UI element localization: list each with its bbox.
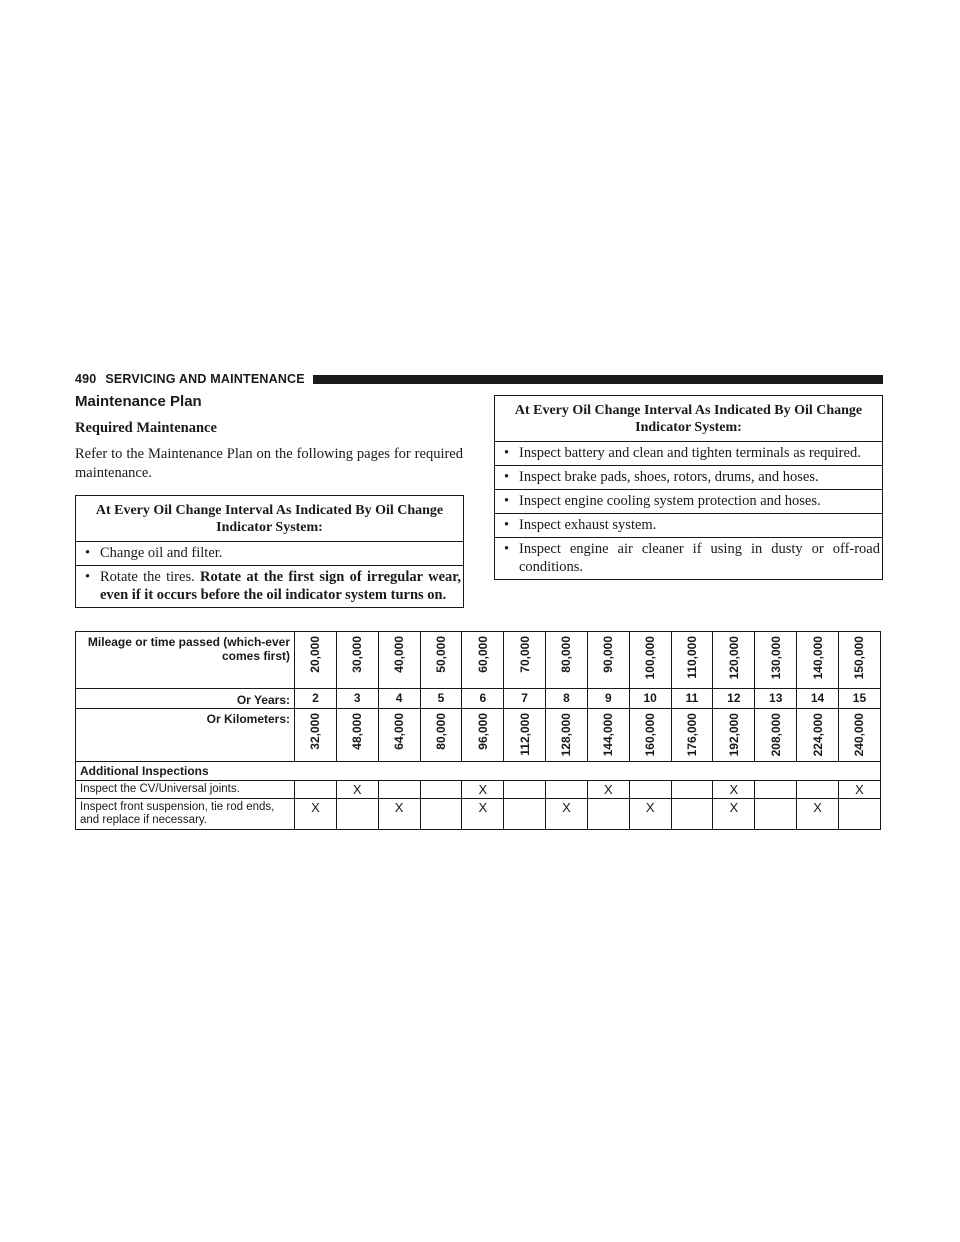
item-text: Change oil and filter. [100, 545, 223, 561]
kilometers-value: 192,000 [726, 713, 741, 757]
item-text: Inspect battery and clean and tighten terminals as required. [519, 445, 861, 461]
interval-mark: X [713, 799, 755, 830]
mileage-value: 50,000 [433, 636, 448, 673]
box-list-item [495, 442, 882, 466]
interval-mark: X [462, 799, 504, 830]
mileage-value: 140,000 [810, 636, 825, 680]
page-header [75, 371, 883, 387]
mileage-cell [587, 632, 629, 689]
intro-paragraph: Refer to the Maintenance Plan on the following pages for required maintenance. [75, 446, 463, 481]
item-text: Inspect engine air cleaner if using in dusty or off-road conditions. [519, 541, 880, 575]
kilometers-value: 32,000 [308, 713, 323, 750]
mileage-cell [546, 632, 588, 689]
bullet: • [85, 569, 91, 585]
page-title: Maintenance Plan [75, 393, 202, 410]
years-cell: 15 [838, 689, 880, 709]
kilometers-cell [838, 709, 880, 762]
mileage-value: 20,000 [308, 636, 323, 673]
interval-mark [295, 781, 337, 799]
box-list-item [495, 490, 882, 514]
mileage-value: 110,000 [685, 636, 700, 679]
row-label: Or Kilometers: [76, 709, 295, 762]
interval-mark [629, 781, 671, 799]
mileage-cell [629, 632, 671, 689]
mileage-value: 30,000 [350, 636, 365, 673]
mileage-cell [755, 632, 797, 689]
interval-mark: X [462, 781, 504, 799]
interval-mark [671, 781, 713, 799]
kilometers-cell [462, 709, 504, 762]
item-text: Rotate the tires. [100, 569, 200, 585]
mileage-value: 150,000 [852, 636, 867, 680]
interval-mark [671, 799, 713, 830]
kilometers-cell [671, 709, 713, 762]
section-title: SERVICING AND MAINTENANCE [105, 372, 305, 386]
interval-mark [336, 799, 378, 830]
years-cell: 8 [546, 689, 588, 709]
interval-mark [797, 781, 839, 799]
section-heading: Additional Inspections [76, 762, 881, 781]
years-cell: 3 [336, 689, 378, 709]
kilometers-value: 48,000 [350, 713, 365, 750]
mileage-value: 130,000 [768, 636, 783, 680]
kilometers-value: 240,000 [852, 713, 867, 757]
interval-mark [420, 799, 462, 830]
bullet: • [504, 445, 510, 461]
kilometers-cell [504, 709, 546, 762]
bullet: • [504, 541, 510, 557]
interval-mark [420, 781, 462, 799]
section-row [76, 762, 881, 781]
kilometers-cell [797, 709, 839, 762]
row-label: Or Years: [76, 689, 295, 709]
box-list-item [495, 538, 882, 579]
mileage-cell [336, 632, 378, 689]
interval-mark: X [713, 781, 755, 799]
mileage-cell [797, 632, 839, 689]
years-cell: 2 [295, 689, 337, 709]
inspection-label: Inspect the CV/Universal joints. [76, 781, 295, 799]
mileage-value: 120,000 [726, 636, 741, 680]
mileage-cell [462, 632, 504, 689]
mileage-cell [671, 632, 713, 689]
bullet: • [85, 545, 91, 561]
kilometers-value: 160,000 [643, 713, 658, 757]
box-list-item [495, 514, 882, 538]
maintenance-plan-table [75, 631, 881, 830]
kilometers-cell [629, 709, 671, 762]
subheading: Required Maintenance [75, 420, 217, 436]
kilometers-value: 128,000 [559, 713, 574, 757]
header-rule [313, 375, 883, 384]
years-cell: 11 [671, 689, 713, 709]
kilometers-cell [336, 709, 378, 762]
mileage-cell [295, 632, 337, 689]
item-text: Inspect exhaust system. [519, 517, 657, 533]
interval-mark: X [587, 781, 629, 799]
years-cell: 9 [587, 689, 629, 709]
interval-mark: X [797, 799, 839, 830]
interval-mark [755, 799, 797, 830]
years-cell: 10 [629, 689, 671, 709]
kilometers-cell [295, 709, 337, 762]
mileage-cell [504, 632, 546, 689]
interval-mark [546, 781, 588, 799]
mileage-cell [420, 632, 462, 689]
mileage-value: 90,000 [601, 636, 616, 673]
bullet: • [504, 469, 510, 485]
kilometers-cell [378, 709, 420, 762]
box-list-item [495, 466, 882, 490]
item-emphasis: Rotate at the first sign of irregular wear, even if it occurs before the oil indicator system turns on. [100, 569, 461, 603]
kilometers-row [76, 709, 881, 762]
interval-mark [378, 781, 420, 799]
bullet: • [504, 493, 510, 509]
mileage-cell [378, 632, 420, 689]
years-cell: 14 [797, 689, 839, 709]
years-cell: 7 [504, 689, 546, 709]
row-label: Mileage or time passed (which-ever comes first) [76, 632, 295, 689]
interval-mark: X [838, 781, 880, 799]
mileage-value: 100,000 [643, 636, 658, 680]
mileage-row [76, 632, 881, 689]
table-row [76, 799, 881, 830]
years-cell: 6 [462, 689, 504, 709]
years-row [76, 689, 881, 709]
interval-mark [504, 781, 546, 799]
kilometers-value: 144,000 [601, 713, 616, 757]
interval-mark: X [295, 799, 337, 830]
interval-mark [587, 799, 629, 830]
inspection-label: Inspect front suspension, tie rod ends, and replace if necessary. [76, 799, 295, 830]
years-cell: 12 [713, 689, 755, 709]
box-list-item [76, 542, 463, 566]
mileage-value: 60,000 [475, 636, 490, 673]
oil-change-box-left [75, 495, 464, 608]
mileage-value: 70,000 [517, 636, 532, 673]
kilometers-value: 224,000 [810, 713, 825, 757]
mileage-value: 80,000 [559, 636, 574, 673]
kilometers-value: 208,000 [768, 713, 783, 757]
interval-mark: X [546, 799, 588, 830]
mileage-cell [838, 632, 880, 689]
interval-mark [838, 799, 880, 830]
box-heading: At Every Oil Change Interval As Indicated By Oil Change Indicator System: [76, 496, 463, 542]
interval-mark [504, 799, 546, 830]
kilometers-value: 176,000 [685, 713, 700, 757]
kilometers-cell [546, 709, 588, 762]
kilometers-value: 80,000 [433, 713, 448, 750]
box-list-item [76, 566, 463, 607]
kilometers-cell [420, 709, 462, 762]
interval-mark: X [336, 781, 378, 799]
kilometers-cell [713, 709, 755, 762]
kilometers-cell [587, 709, 629, 762]
interval-mark: X [378, 799, 420, 830]
kilometers-value: 64,000 [392, 713, 407, 750]
box-heading: At Every Oil Change Interval As Indicated By Oil Change Indicator System: [495, 396, 882, 442]
item-text: Inspect brake pads, shoes, rotors, drums, and hoses. [519, 469, 819, 485]
years-cell: 13 [755, 689, 797, 709]
interval-mark [755, 781, 797, 799]
oil-change-box-right [494, 395, 883, 580]
table-row [76, 781, 881, 799]
interval-mark: X [629, 799, 671, 830]
kilometers-cell [755, 709, 797, 762]
kilometers-value: 96,000 [475, 713, 490, 750]
page-number: 490 [75, 372, 97, 386]
kilometers-value: 112,000 [517, 713, 532, 756]
item-text: Inspect engine cooling system protection and hoses. [519, 493, 821, 509]
mileage-value: 40,000 [392, 636, 407, 673]
years-cell: 4 [378, 689, 420, 709]
mileage-cell [713, 632, 755, 689]
years-cell: 5 [420, 689, 462, 709]
bullet: • [504, 517, 510, 533]
